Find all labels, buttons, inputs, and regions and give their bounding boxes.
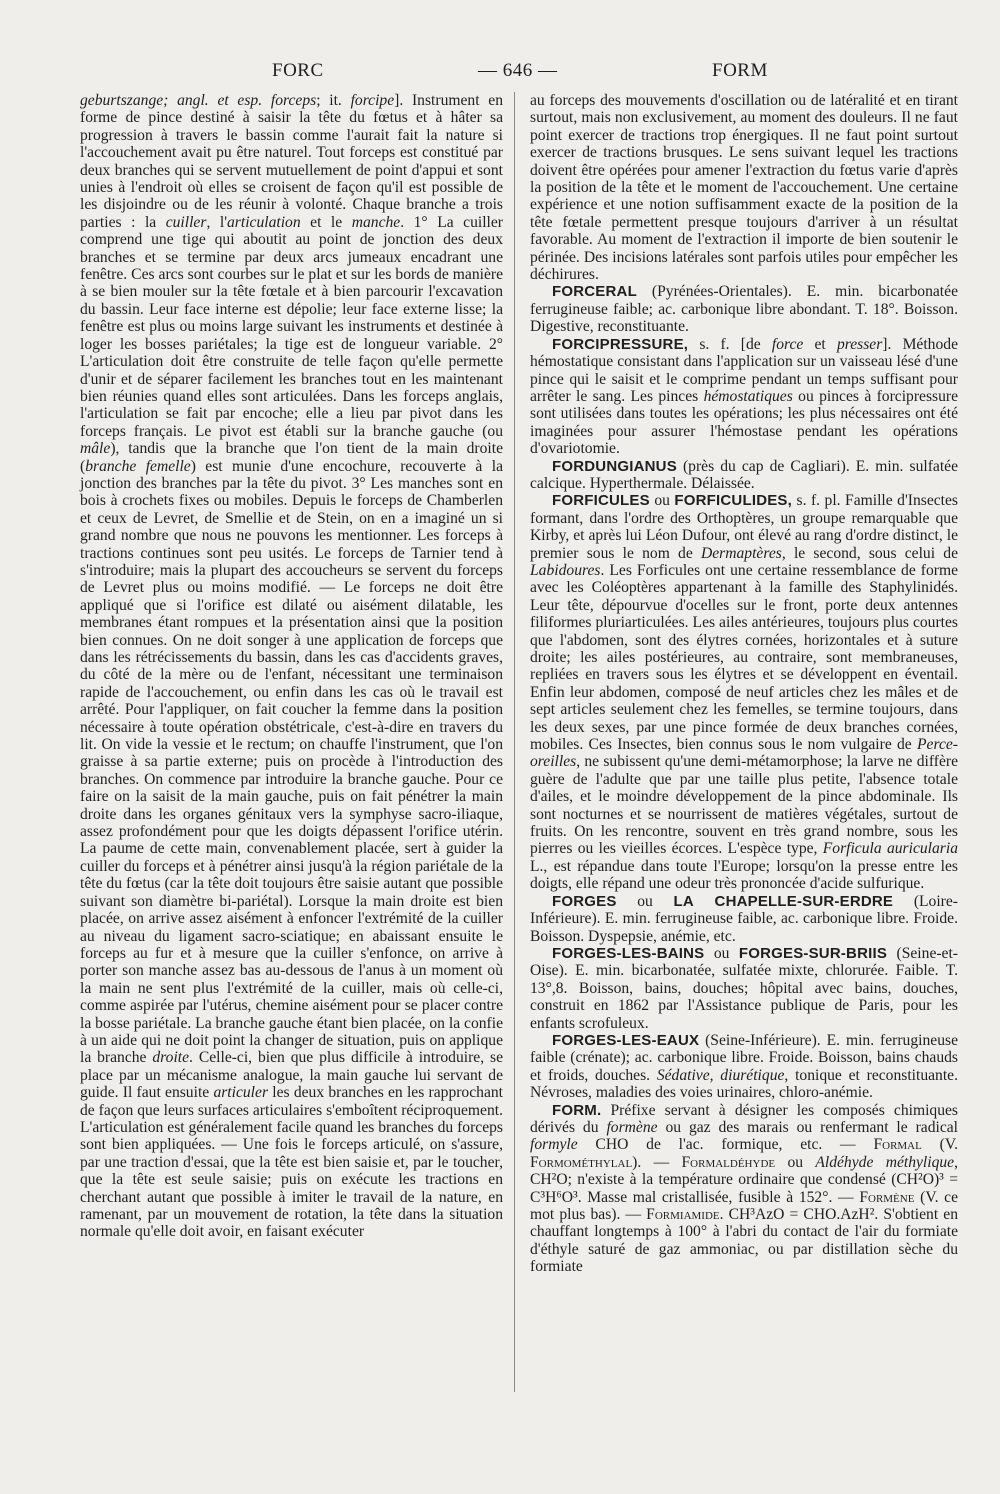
forceps-entry-end: au forceps des mouvements d'oscillation ou de latéralité et en tirant surtout, mais non exclusivement, au moment des douleurs. Il ne faut point exercer de tractions trop énergiques. Il ne faut point surtout exercer de tractions brusques. Le sens suivant lequel les tractions doivent être opérées pour amener l'extraction du fœtus varie d'après la position de la tête et le moment de l'accouchement. Une certaine expérience et une notion suffisamment exacte de la position de la tête fœtale permettent presque toujours d'arriver à un résultat favorable. Au moment de l'extraction il importe de bien soutenir le périnée. Des incisions latérales sont parfois utiles pour empêcher les déchirures. — [530, 92, 958, 284]
text-span: force — [771, 335, 804, 353]
text-span: Sédative, diurétique — [656, 1066, 785, 1084]
text-span: ou — [775, 1153, 816, 1171]
entry-fordungianus — [530, 458, 958, 493]
headword: FORGES — [552, 892, 617, 910]
text-span: , l' — [206, 213, 227, 231]
entry-forges-les-bains — [530, 945, 958, 1032]
entry-forges — [530, 893, 958, 945]
headword: FORDUNGIANUS — [552, 457, 677, 475]
forceps-entry-continuation — [80, 92, 503, 1241]
headword: FORM. — [552, 1101, 602, 1119]
entry-forceral — [530, 283, 958, 335]
text-span: , ne subissent qu'une demi-métamorphose; la larve ne diffère guère de l'adulte que par une taille plus petite, l'absence totale d'ailes, et le moindre développement de la pince abdominale. Ils sont nocturnes et se nourrissent de matières végétales, surtout de fruits. On les rencontre, souvent en très grand nombre, sous les pierres ou les vieilles écorces. L'espèce type, — [530, 753, 958, 858]
running-head-right: FORM — [712, 60, 768, 81]
text-span: Forficula auricularia — [822, 840, 958, 858]
text-span: ]. Instrument en forme de pince destiné à saisir la tête du fœtus et à hâter sa progression à travers le bassin comme l'aurait fait la nature si l'accouchement avait pu être naturel. Tout forceps est constitué par deux branches qui se servent mutuellement de point d'appui et sont unies à l'endroit où elles se croisent de façon qu'il est possible de les disjoindre ou de les réunir à volonté. Chaque branche a trois parties : la — [80, 92, 503, 231]
text-span: (V. ce mot plus bas). — — [530, 1188, 958, 1223]
headword: FORGES-SUR-BRIIS — [738, 944, 888, 962]
text-span: et le — [300, 213, 352, 231]
text-span: ou — [649, 492, 675, 510]
left-column — [80, 92, 503, 1241]
text-span: Labidoures — [530, 561, 601, 579]
text-span: Formométhylal — [530, 1153, 633, 1171]
text-span: Formène — [859, 1188, 915, 1206]
text-span: ), tandis que la branche que l'on tient de la main droite ( — [80, 440, 503, 475]
text-span: (V. — [921, 1136, 958, 1154]
right-column — [530, 92, 958, 1276]
text-span: hémostatiques — [703, 387, 793, 405]
text-span: presser — [836, 335, 883, 353]
text-span: s. f. [de — [688, 335, 772, 353]
text-span: L., est répandue dans toute l'Europe; lorsqu'on la presse entre les doigts, elle répand une odeur très prononcée d'acide sulfurique. — [530, 857, 958, 893]
text-span: formène — [606, 1118, 658, 1136]
headword: LA CHAPELLE-SUR-ERDRE — [673, 892, 894, 910]
text-span: s. f. pl. Famille d'Insectes formant, dans l'ordre des Orthoptères, un groupe remarquable que Kirby, et après lui Léon Dufour, ont élevé au rang d'ordre distinct, le premier sous le nom de — [530, 492, 958, 562]
text-span: ou — [704, 944, 739, 962]
text-span: . Celle-ci, bien que plus difficile à introduire, se place par un mécanisme analogue, la main gauche lui servant de guide. Il faut ensuite — [80, 1049, 503, 1102]
text-span: (Pyrénées-Orientales). E. min. bicarbonatée ferrugineuse faible; ac. carbonique libre abondant. T. 18°. Boisson. Digestive, reconstituante. — [530, 283, 958, 336]
text-span: ou pinces à forcipressure sont utilisées dans toutes les opérations; les plus nécessaires ont été imaginées pour assurer l'hémostase pendant les opérations d'ovariotomie. — [530, 387, 959, 458]
text-span: . 1° La cuiller comprend une tige qui aboutit au point de jonction des deux branches et se termine par deux arcs jumeaux encadrant une fenêtre. Ces arcs sont courbes sur le plat et sur les bords de manière à se bien mouler sur la tête fœtale et à bien parcourir l'excavation du bassin. Leur face interne est dépolie; leur face externe lisse; la fenêtre est plus ou moins large suivant les instruments et destinée à loger les bosses pariétales; la tige est de longueur variable. 2° L'articulation doit être construite de telle façon qu'elle permette d'unir et de séparer facilement les branches tout en les maintenant bien réunies quand elles sont articulées. Dans les forceps anglais, l'articulation se fait par encoche; elle a lieu par pivot dans les forceps français. Le pivot est établi sur la branche gauche (ou — [80, 213, 503, 440]
text-span: ; it. — [316, 92, 351, 109]
text-span: geburtszange; angl. et esp. — [80, 92, 271, 109]
text-span: . Les Forficules ont une certaine ressemblance de forme avec les Coléoptères appartenant à la famille des Staphylinidés. Leur tête, dépourvue d'ocelles sur le front, porte deux antennes filiformes pluriarticulées. Les ailes antérieures, toujours plus courtes que l'abdomen, sont des élytres cornées, horizontales et à suture droite; les ailes postérieures, au contraire, sont membraneuses, repliées en travers sous les élytres et se développent en éventail. Enfin leur abdomen, composé de neuf articles chez les mâles et de sept articles seulement chez les femelles, se termine toujours, dans les deux sexes, par une pince formée de deux branches cornées, mobiles. Ces Insectes, bien connus sous le nom vulgaire de — [530, 561, 958, 754]
text-span: (près du cap de Cagliari). E. min. sulfatée calcique. Hyperthermale. Délaissée. — [530, 457, 958, 492]
text-span: forcipe — [350, 92, 395, 109]
text-span: Aldéhyde méthylique — [815, 1153, 955, 1171]
column-divider — [514, 92, 515, 1392]
headword: FORFICULES — [552, 492, 650, 510]
text-span: formyle — [530, 1136, 578, 1154]
text-span: . CH³AzO = CHO.AzH². S'obtient en chauffant longtemps à 100° à l'abri du contact de l'air du formiate d'éthyle saturé de gaz ammoniac, ou par distillation sèche du formiate — [530, 1206, 958, 1276]
text-span: , tonique et reconstituante. Névroses, maladies des voies urinaires, chloro-anémie. — [530, 1066, 958, 1102]
text-span: (Seine-et-Oise). E. min. bicarbonatée, sulfatée mixte, chlorurée. Faible. T. 13°,8. Boisson, bains, douches; hôpital avec bains, douches, construit en 1862 par l'Assistance publique de Paris, pour les enfants scrofuleux. — [530, 944, 958, 1032]
headword: FORCERAL — [552, 283, 637, 301]
text-span: Perce-oreilles — [530, 736, 958, 771]
headword: FORCIPRESSURE, — [552, 335, 689, 353]
text-span: et — [803, 335, 837, 353]
entry-forges-les-eaux — [530, 1032, 958, 1102]
text-span: ]. Méthode hémostatique consistant dans l'application sur un vaisseau lésé d'une pince qui le saisit et le comprime pendant un temps suffisant pour arrêter le sang. Les pinces — [530, 335, 958, 405]
running-head-left: FORC — [272, 60, 324, 81]
page-number: — 646 — — [478, 60, 558, 81]
text-span: cuiller — [165, 213, 207, 231]
text-span: , CH²O; n'existe à la température ordinaire que condensé (CH²O)³ = C³H⁶O³. Masse mal cristallisée, fusible à 152°. — — [530, 1153, 959, 1206]
text-span: (Seine-Inférieure). E. min. ferrugineuse faible (crénate); ac. carbonique libre. Froide. Boisson, bains chauds et froids, douches. — [530, 1031, 958, 1084]
text-span: Préfixe servant à désigner les composés chimiques dérivés du — [530, 1101, 958, 1136]
text-span: Formal — [873, 1136, 922, 1154]
text-span: CHO de l'ac. formique, etc. — — [577, 1136, 874, 1154]
text-span: mâle — [80, 440, 111, 458]
text-span: Dermaptères — [700, 544, 782, 562]
text-span: (Loire-Inférieure). E. min. ferrugineuse faible, ac. carbonique libre. Froide. Boisson. Dyspepsie, anémie, etc. — [530, 892, 958, 945]
text-span: ) est munie d'une encochure, recouverte à la jonction des branches par la tête du pivot. 3° Les manches sont en bois à crochets fixes ou mobiles. Depuis le forceps de Chamberlen et ceux de Levret, de Smellie et de Stein, on en a imaginé un si grand nombre que nous ne pouvons les mentionner. Les forceps à tractions continues sont peu usités. Le forceps de Tarnier tend à s'introduire; mais la plupart des accoucheurs se servent du forceps de Levret plus ou moins modifié. — Le forceps ne doit être appliqué que si l'orifice est dilaté ou aisément dilatable, les membranes étant rompues et la présentation ainsi que la position bien connues. On ne doit songer à une application de forceps que dans les rétrécissements du bassin, dans les cas d'accidents graves, du côté de la mère ou de l'enfant, nécessitant une terminaison rapide de l'accouchement, ou enfin dans les cas où le travail est arrêté. Pour l'appliquer, on fait coucher la femme dans la position nécessaire à toute opération obstétricale, c'est-à-dire en travers du lit. On vide la vessie et le rectum; on chauffe l'instrument, que l'on graisse à sa partie externe; puis on procède à l'introduction des branches. On commence par introduire la branche gauche. Pour ce faire on la saisit de la main gauche, puis on fait pénétrer la main droite dans les organes génitaux vers la symphyse sacro-iliaque, assez profondément pour que les doigts dépassent l'orifice utérin. La paume de cette main, convenablement placée, sert à guider la cuiller du forceps et à pénétrer ainsi jusqu'à la région pariétale de la tête du fœtus (car la tête doit toujours être saisie autant que possible suivant son diamètre bi-pariétal). Lorsque la main droite est bien placée, on arrive assez aisément à enfoncer l'extrémité de la cuiller au niveau du ligament sacro-sciatique; en abaissant ensuite le forceps au fur et à mesure que la cuiller s'enfonce, on arrive à porter son manche assez bas au-dessous de l'anus à un moment où la main ne sent plus l'extrémité de la cuiller, mais où celle-ci, comme aspirée par l'utérus, chemine aisément pour se placer contre la bosse pariétale. La branche gauche étant bien placée, on la confie à un aide qui ne doit point la changer de situation, puis on applique la branche — [80, 457, 503, 1067]
text-span: forceps — [270, 92, 317, 109]
text-span: Formiamide — [646, 1206, 720, 1223]
text-span: ou — [616, 892, 674, 910]
entry-forficules — [530, 492, 958, 892]
text-span: Formaldéhyde — [681, 1153, 776, 1171]
headword: FORGES-LES-BAINS — [552, 944, 705, 962]
text-span: les deux branches en les rapprochant de façon que leurs surfaces articulaires s'emboîtent réciproquement. L'articulation est généralement facile quand les branches du forceps sont bien appliquées. — Une fois le forceps articulé, on s'assure, par une traction d'essai, que la tête est bien saisie et, par le toucher, que la tête est seule saisie; puis on exécute les tractions en cherchant autant que possible à imiter le travail de la nature, en ramenant, par un mouvement de rotation, la tête dans la situation normale qu'elle doit avoir, en faisant exécuter — [80, 1084, 503, 1241]
headword: FORGES-LES-EAUX — [552, 1031, 700, 1049]
text-span: ). — — [632, 1153, 682, 1171]
entry-form — [530, 1102, 958, 1276]
headword: FORFICULIDES, — [674, 492, 793, 510]
text-span: droite — [152, 1049, 190, 1067]
text-span: ou gaz des marais ou renfermant le radical — [657, 1118, 959, 1136]
text-span: branche femelle — [85, 457, 191, 475]
text-span: articuler — [213, 1084, 269, 1102]
entry-forcipressure — [530, 336, 958, 458]
text-span: articulation — [227, 213, 301, 231]
text-span: , le second, sous celui de — [781, 544, 958, 562]
text-span: manche — [351, 213, 401, 231]
